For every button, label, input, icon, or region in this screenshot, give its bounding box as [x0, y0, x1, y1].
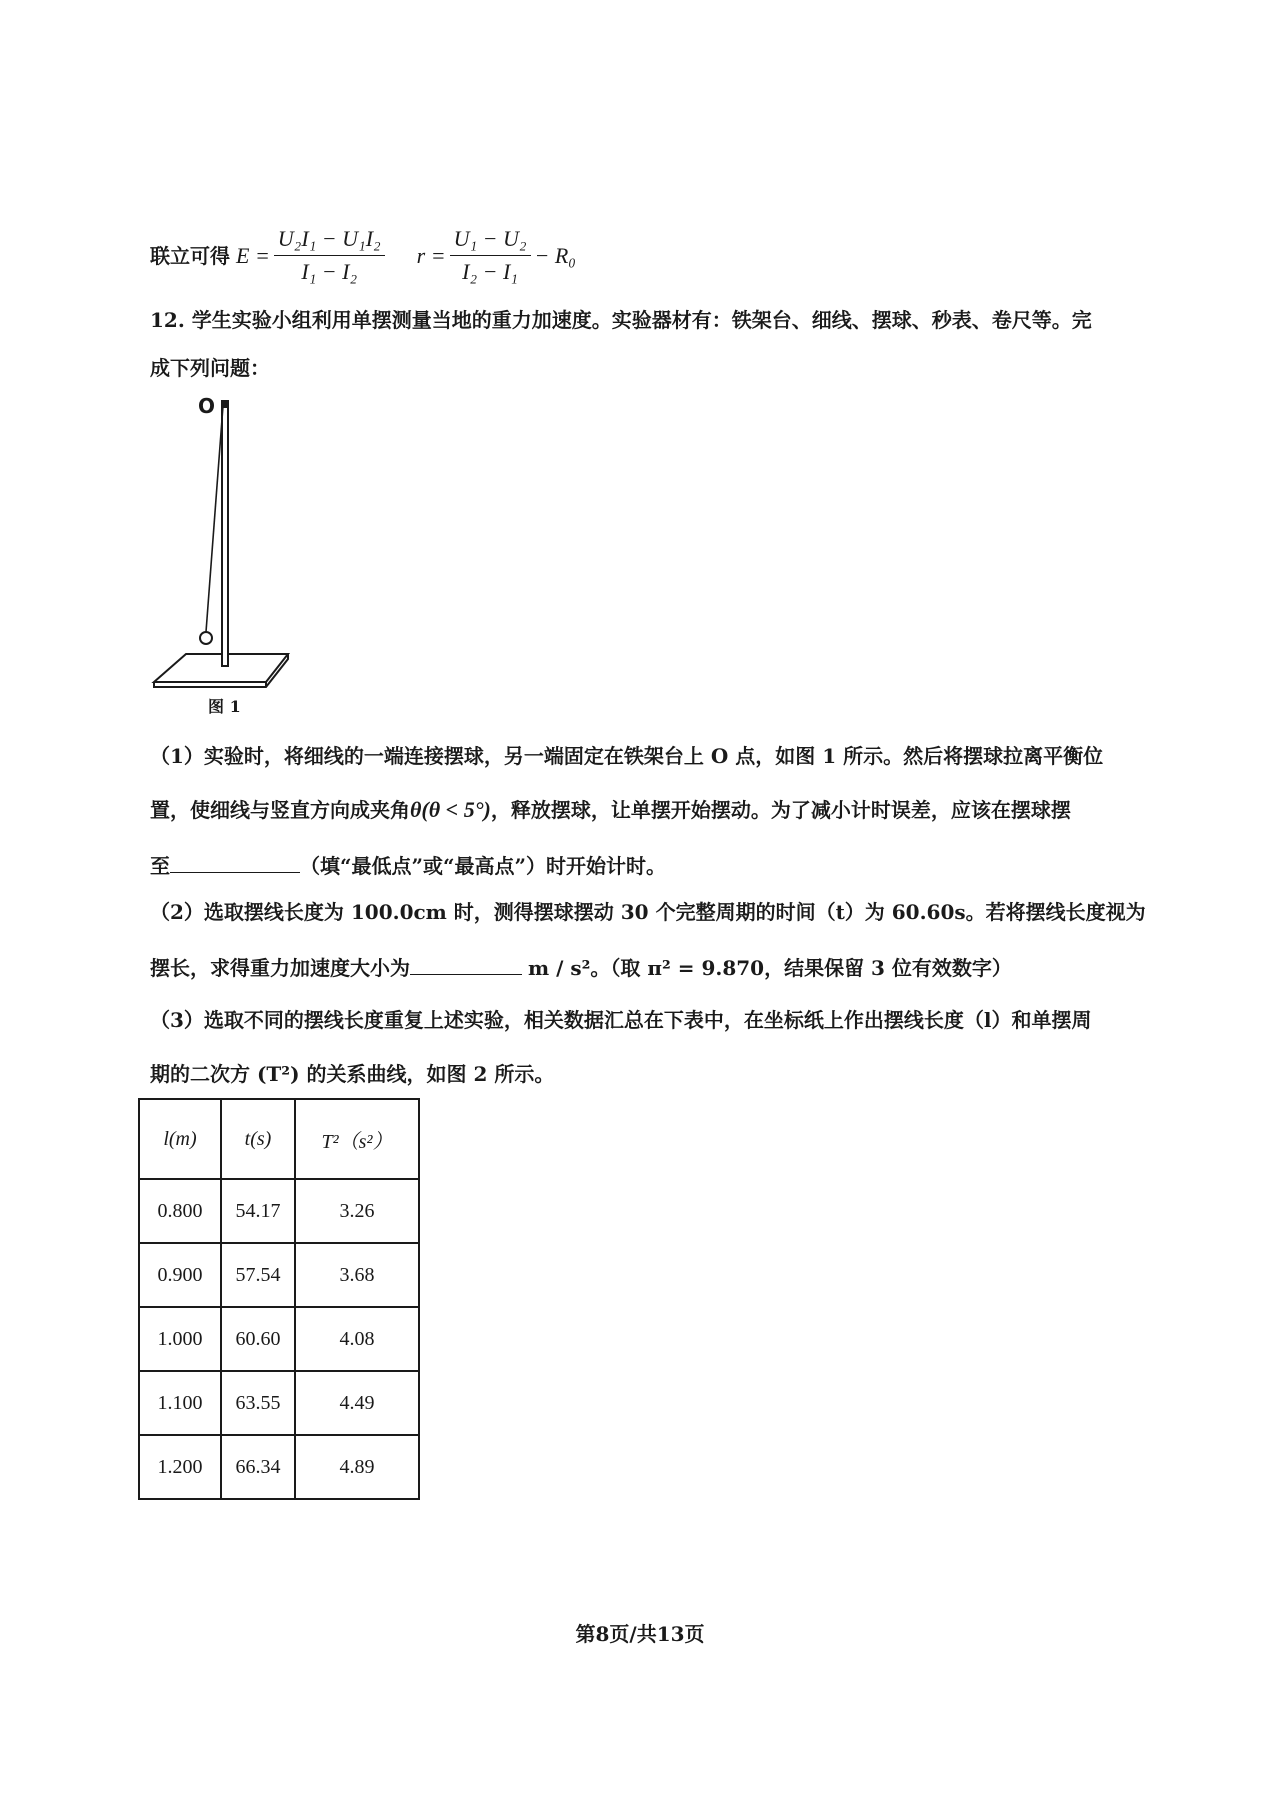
table-row — [139, 1371, 419, 1435]
part2-unit: m / s² — [528, 956, 591, 980]
table-cell: 63.55 — [221, 1371, 295, 1435]
table-cell: 1.100 — [139, 1371, 221, 1435]
part1-line3 — [150, 850, 666, 880]
part1-line2-text-a: 置，使细线与竖直方向成夹角 — [150, 798, 410, 822]
part3-line2: 期的二次方 (T²) 的关系曲线，如图 2 所示。 — [150, 1062, 555, 1086]
part2-answer-blank[interactable] — [410, 952, 522, 975]
table-cell: 66.34 — [221, 1435, 295, 1499]
part3-line1: （3）选取不同的摆线长度重复上述实验，相关数据汇总在下表中，在坐标纸上作出摆线长度（l）和单摆周 — [150, 1008, 1092, 1032]
formula-line — [150, 225, 576, 286]
table-header-cell: T²（s²） — [295, 1099, 419, 1179]
figure-1-point-label: O — [198, 394, 216, 418]
table-cell: 1.000 — [139, 1307, 221, 1371]
part2-line2 — [150, 952, 1012, 982]
part1-angle-math: θ(θ < 5°) — [410, 797, 491, 822]
table-cell: 4.08 — [295, 1307, 419, 1371]
formula-e-denominator: I₁ − I₂ — [301, 259, 358, 284]
figure-1-caption: 图 1 — [208, 697, 241, 716]
table-cell: 3.68 — [295, 1243, 419, 1307]
formula-r-denominator: I₂ − I₁ — [462, 259, 518, 284]
figure-1-pendulum — [150, 392, 300, 722]
table-cell: 1.200 — [139, 1435, 221, 1499]
table-cell: 4.49 — [295, 1371, 419, 1435]
table-cell: 0.800 — [139, 1179, 221, 1243]
formula-e-numerator: U₂I₁ − U₁I₂ — [274, 225, 385, 256]
table-row — [139, 1243, 419, 1307]
table-header-cell: l(m) — [139, 1099, 221, 1179]
table-cell: 4.89 — [295, 1435, 419, 1499]
table-cell: 54.17 — [221, 1179, 295, 1243]
formula-r-tail: − R₀ — [534, 242, 576, 268]
table-row — [139, 1179, 419, 1243]
table-row — [139, 1307, 419, 1371]
table-header-row — [139, 1099, 419, 1179]
formula-e-fraction — [274, 225, 385, 286]
part1-line3-text-a: 至 — [150, 854, 170, 878]
part1-line1: （1）实验时，将细线的一端连接摆球，另一端固定在铁架台上 O 点，如图 1 所示。然后将摆球拉离平衡位 — [150, 744, 1104, 768]
table-cell: 57.54 — [221, 1243, 295, 1307]
pendulum-drawing — [150, 392, 300, 722]
table-cell: 0.900 — [139, 1243, 221, 1307]
part2-line1: （2）选取摆线长度为 100.0cm 时，测得摆球摆动 30 个完整周期的时间（t）为 60.60s。若将摆线长度视为 — [150, 900, 1146, 924]
question-intro-line1: 12. 学生实验小组利用单摆测量当地的重力加速度。实验器材有：铁架台、细线、摆球、秒表、卷尺等。完 — [150, 308, 1092, 332]
formula-r-fraction — [450, 225, 531, 286]
part1-answer-blank[interactable] — [170, 850, 300, 873]
page-number: 第8页/共13页 — [575, 1622, 705, 1646]
data-table — [138, 1098, 420, 1500]
part1-line2-text-b: ，释放摆球，让单摆开始摆动。为了减小计时误差，应该在摆球摆 — [490, 798, 1071, 822]
part2-line2-text-a: 摆长，求得重力加速度大小为 — [150, 956, 410, 980]
formula-e-lhs: E = — [236, 242, 270, 268]
formula-prefix: 联立可得 — [150, 243, 230, 268]
formula-r-numerator: U₁ − U₂ — [450, 225, 531, 256]
part1-line3-text-b: （填“最低点”或“最高点”）时开始计时。 — [300, 854, 667, 878]
part2-line2-text-b: 。（取 π² = 9.870，结果保留 3 位有效数字） — [590, 956, 1012, 980]
formula-r-lhs: r = — [416, 242, 446, 268]
table-row — [139, 1435, 419, 1499]
table-cell: 3.26 — [295, 1179, 419, 1243]
table-cell: 60.60 — [221, 1307, 295, 1371]
question-intro-line2: 成下列问题： — [150, 356, 270, 380]
part1-line2 — [150, 796, 1071, 824]
table-header-cell: t(s) — [221, 1099, 295, 1179]
